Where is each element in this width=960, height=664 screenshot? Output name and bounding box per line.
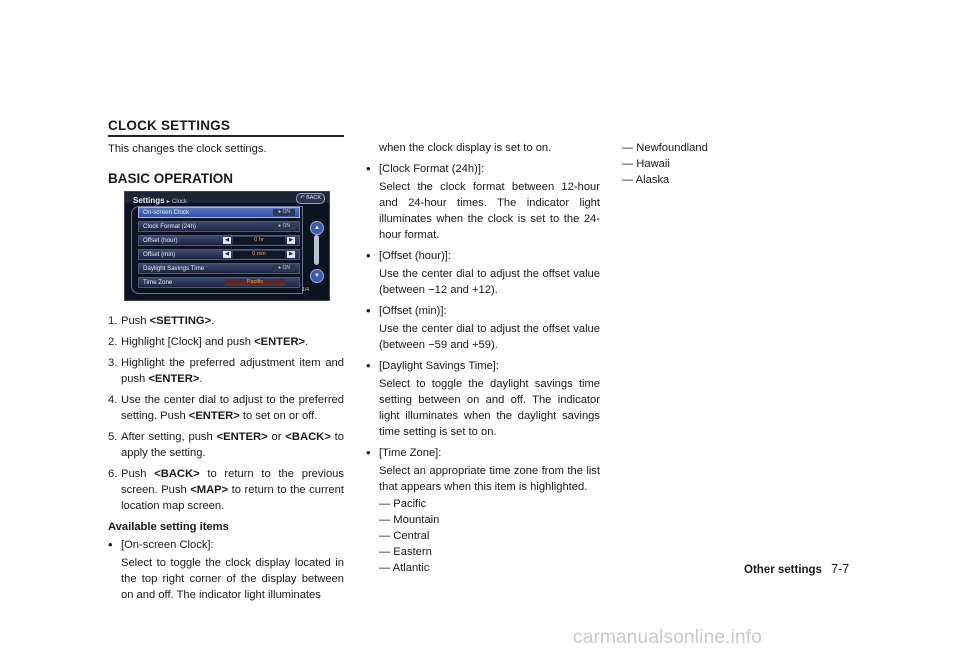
indicator-dot-icon: ● — [278, 223, 282, 229]
screen-row-on-screen-clock: On-screen Clock ● ON — [138, 207, 300, 218]
step-item: 6. Push <BACK> to return to the previous screen. Push <MAP> to return to the current location map screen. — [108, 468, 345, 512]
step-item: 3. Highlight the preferred adjustment item and push <ENTER>. — [108, 357, 344, 385]
column-1 — [108, 118, 344, 608]
screen-page-indicator: 1/4 — [302, 287, 309, 293]
footer-page-number: 7-7 — [831, 562, 850, 576]
time-zone-option: — Mountain — [379, 514, 440, 526]
step-item: 5. After setting, push <ENTER> or <BACK> to apply the setting. — [108, 431, 344, 459]
back-arrow-icon: ↶ — [299, 195, 305, 201]
item-description: Select an appropriate time zone from the list that appears when this item is highlighted. — [379, 465, 600, 493]
time-zone-option: — Atlantic — [379, 562, 430, 574]
screen-row-time-zone: Time Zone Pacific — [138, 277, 300, 288]
time-zone-option: — Hawaii — [622, 158, 670, 170]
indicator-light: ● ON — [273, 223, 295, 230]
screen-row-daylight-savings: Daylight Savings Time ● ON — [138, 263, 300, 274]
screen-breadcrumb: Settings ▸ Clock — [133, 196, 188, 205]
item-label: • [Offset (hour)]: — [366, 248, 600, 264]
screen-back-button: ↶ BACK — [296, 193, 325, 204]
steps-list — [108, 313, 344, 514]
screen-row-clock-format: Clock Format (24h) ● ON — [138, 221, 300, 232]
left-arrow-icon: ◀ — [223, 251, 231, 258]
indicator-dot-icon: ● — [278, 265, 282, 271]
watermark: carmanualsonline.info — [573, 627, 763, 648]
step-item: 4. Use the center dial to adjust to the preferred setting. Push <ENTER> to set on or off. — [108, 394, 344, 422]
scroll-up-icon: ▲ — [310, 221, 324, 235]
footer-section-name: Other settings — [744, 564, 822, 576]
item-description: Use the center dial to adjust the offset value (between −12 and +12). — [379, 268, 600, 296]
scroll-track — [314, 235, 319, 265]
indicator-dot-icon: ● — [278, 209, 282, 215]
screen-top-bar — [125, 192, 329, 203]
screen-row-offset-hour: Offset (hour) ◀ 0 hr ▶ — [138, 235, 300, 246]
time-zone-option: — Eastern — [379, 546, 432, 558]
indicator-light: ● ON — [273, 265, 295, 272]
screen-scrollbar — [310, 207, 324, 293]
right-arrow-icon: ▶ — [287, 251, 295, 258]
clock-settings-screen-image — [124, 191, 330, 301]
item-label: • [Clock Format (24h)]: — [366, 161, 600, 177]
column-3 — [622, 140, 822, 188]
item-description: Select to toggle the clock display located in the top right corner of the display between on and off. The indicator light illuminates — [121, 557, 344, 601]
section-title: CLOCK SETTINGS — [108, 118, 344, 137]
basic-operation-heading: BASIC OPERATION — [108, 171, 234, 186]
screen-row-offset-min: Offset (min) ◀ 0 min ▶ — [138, 249, 300, 260]
breadcrumb-arrow-icon: ▸ — [166, 199, 170, 205]
step-item: 1. Push <SETTING>. — [108, 315, 215, 327]
item-label: • [Daylight Savings Time]: — [366, 358, 600, 374]
available-items-heading: Available setting items — [108, 521, 229, 533]
right-arrow-icon: ▶ — [287, 237, 295, 244]
scroll-down-icon: ▼ — [310, 269, 324, 283]
indicator-light: ● ON — [273, 209, 295, 216]
item-description: Use the center dial to adjust the offset value (between −59 and +59). — [379, 323, 600, 351]
item-description: Select the clock format between 12-hour and 24-hour times. The indicator light illuminates when the clock is set to the 24-hour format. — [379, 181, 600, 241]
item-label: • [Offset (min)]: — [366, 303, 600, 319]
column-2 — [366, 140, 600, 576]
step-item: 2. Highlight [Clock] and push <ENTER>. — [108, 336, 309, 348]
left-arrow-icon: ◀ — [223, 237, 231, 244]
time-zone-option: — Newfoundland — [622, 142, 708, 154]
time-zone-option: — Pacific — [379, 498, 427, 510]
time-zone-option: — Alaska — [622, 174, 670, 186]
item-description-continued: when the clock display is set to on. — [379, 142, 552, 154]
item-description: Select to toggle the daylight savings time setting between on and off. The indicator light illuminates when the daylight savings time setting is set to on. — [379, 378, 600, 438]
intro-text: This changes the clock settings. — [108, 143, 267, 155]
item-label: • [Time Zone]: — [366, 445, 600, 461]
time-zone-option: — Central — [379, 530, 430, 542]
item-label: • [On-screen Clock]: — [108, 537, 344, 553]
page-footer — [744, 562, 849, 576]
